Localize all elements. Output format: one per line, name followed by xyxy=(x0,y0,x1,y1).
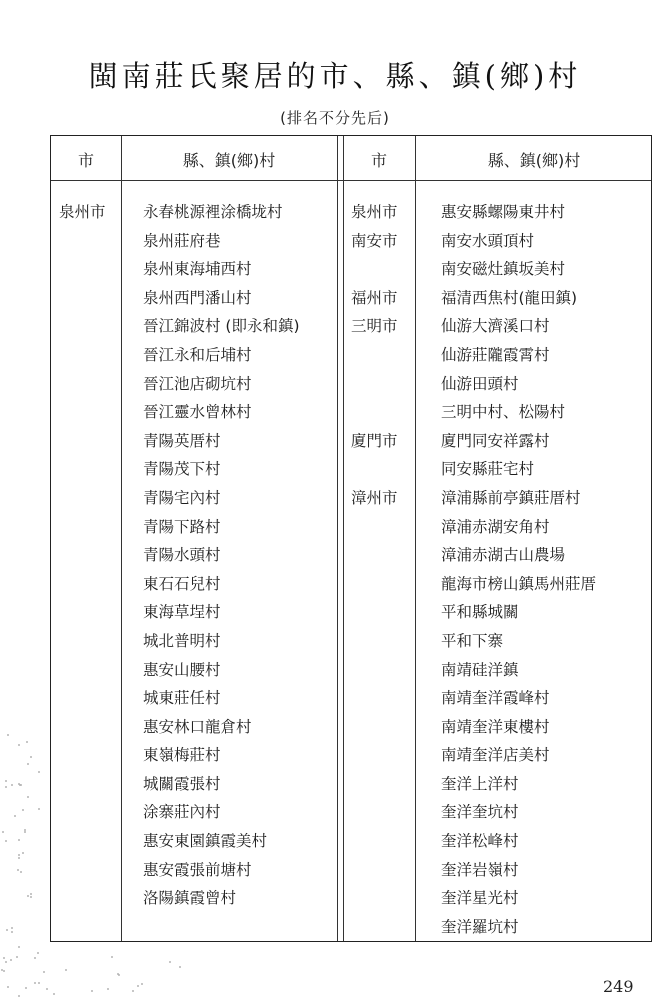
speckle xyxy=(132,990,134,992)
speckle xyxy=(43,971,45,973)
speckle xyxy=(18,995,20,997)
place-item: 泉州東海埔西村 xyxy=(143,260,252,279)
place-item: 晉江永和后埔村 xyxy=(143,345,252,364)
place-item: 涂寨莊內村 xyxy=(143,803,221,822)
place-item: 奎洋羅坑村 xyxy=(441,917,519,936)
speckle xyxy=(11,927,13,929)
place-item: 仙游大濟溪口村 xyxy=(441,317,550,336)
place-item: 漳浦赤湖古山農場 xyxy=(441,546,566,565)
speckle xyxy=(46,988,48,990)
place-item: 東石石兒村 xyxy=(143,574,221,593)
place-item: 廈門同安祥露村 xyxy=(441,431,550,450)
place-item: 惠安東園鎮霞美村 xyxy=(143,832,268,851)
speckle xyxy=(65,969,67,971)
speckle xyxy=(3,957,5,959)
place-item: 南安水頭頂村 xyxy=(441,231,535,250)
place-item: 仙游莊隴霞霄村 xyxy=(441,345,550,364)
speckle xyxy=(141,983,143,985)
speckle xyxy=(38,808,40,810)
speckle xyxy=(107,988,109,990)
place-item: 南安磁灶鎮坂美村 xyxy=(441,260,566,279)
place-item: 惠安霞張前塘村 xyxy=(143,860,252,879)
column-divider xyxy=(415,136,416,941)
header-city-right: 市 xyxy=(370,151,387,170)
speckle xyxy=(137,985,139,987)
place-item: 漳浦赤湖安角村 xyxy=(441,517,550,536)
header-place-left: 縣、鎮(鄉)村 xyxy=(182,151,276,170)
speckle xyxy=(5,840,7,842)
speckle xyxy=(30,756,32,758)
left-place-list xyxy=(143,198,300,913)
place-item: 惠安林口龍倉村 xyxy=(143,717,252,736)
place-item: 奎洋奎坑村 xyxy=(441,803,519,822)
speckle xyxy=(22,852,24,854)
right-city-label: 福州市 xyxy=(351,288,398,307)
speckle xyxy=(24,831,26,833)
place-item: 永春桃源裡涂橋垅村 xyxy=(143,203,283,221)
speckle xyxy=(26,741,28,743)
speckle xyxy=(169,961,171,963)
speckle xyxy=(27,895,29,897)
speckle xyxy=(5,961,7,963)
speckle xyxy=(3,970,5,972)
speckle xyxy=(10,959,12,961)
place-item: 城關霞張村 xyxy=(143,774,221,793)
place-item: 晉江錦波村 (即永和鎮) xyxy=(143,317,300,336)
place-item: 同安縣莊宅村 xyxy=(441,460,535,479)
place-item: 青陽下路村 xyxy=(143,517,221,536)
header-divider xyxy=(51,180,651,181)
place-item: 南靖硅洋鎮 xyxy=(441,660,519,679)
place-item: 南靖奎洋霞峰村 xyxy=(441,689,550,708)
left-city-label: 泉州市 xyxy=(59,203,106,221)
place-item: 奎洋星光村 xyxy=(441,889,519,908)
speckle xyxy=(30,893,32,895)
speckle xyxy=(38,982,40,984)
place-item: 平和縣城關 xyxy=(441,603,519,622)
place-item: 南靖奎洋店美村 xyxy=(441,746,550,765)
speckle xyxy=(18,839,20,841)
speckle xyxy=(5,786,7,788)
speckle xyxy=(18,744,20,746)
speckle xyxy=(22,809,24,811)
speckle xyxy=(18,854,20,856)
speckle xyxy=(111,956,113,958)
place-item: 奎洋岩嶺村 xyxy=(441,860,519,879)
place-item: 奎洋上洋村 xyxy=(441,774,519,793)
speckle xyxy=(91,990,93,992)
speckle xyxy=(14,815,16,817)
speckle xyxy=(6,929,8,931)
place-item: 城東莊任村 xyxy=(143,689,221,708)
place-item: 平和下寨 xyxy=(441,631,504,650)
place-item: 龍海市榜山鎮馬州莊厝 xyxy=(441,574,597,593)
speckle xyxy=(17,869,19,871)
speckle xyxy=(27,763,29,765)
speckle xyxy=(19,784,21,786)
place-item: 青陽英厝村 xyxy=(143,431,221,450)
speckle xyxy=(34,982,36,984)
place-item: 東海草埕村 xyxy=(143,603,221,622)
speckle xyxy=(7,734,9,736)
place-item: 惠安山腰村 xyxy=(143,660,221,679)
speckle xyxy=(30,896,32,898)
place-item: 東嶺梅莊村 xyxy=(143,746,221,765)
place-item: 晉江池店砌坑村 xyxy=(143,374,252,393)
place-item: 惠安縣螺陽東井村 xyxy=(441,203,566,221)
speckle xyxy=(24,829,26,831)
place-item: 晉江靈水曾林村 xyxy=(143,403,252,422)
place-item: 福清西焦村(龍田鎮) xyxy=(441,288,578,307)
speckle xyxy=(38,771,40,773)
place-item: 青陽水頭村 xyxy=(143,546,221,565)
right-city-label: 廈門市 xyxy=(351,431,398,450)
speckle xyxy=(7,986,9,988)
place-item: 漳浦縣前亭鎮莊厝村 xyxy=(441,488,581,507)
settlement-table xyxy=(50,135,652,942)
header-place-right: 縣、鎮(鄉)村 xyxy=(487,151,581,170)
right-city-label: 泉州市 xyxy=(351,203,398,221)
right-place-list xyxy=(441,198,596,941)
place-item: 奎洋松峰村 xyxy=(441,832,519,851)
column-divider xyxy=(337,136,338,941)
right-city-label: 南安市 xyxy=(351,231,398,250)
speckle xyxy=(5,780,7,782)
speckle xyxy=(118,974,120,976)
place-item: 青陽茂下村 xyxy=(143,460,221,479)
speckle xyxy=(11,784,13,786)
place-item: 南靖奎洋東樓村 xyxy=(441,717,550,736)
speckle xyxy=(20,871,22,873)
place-item: 泉州莊府巷 xyxy=(143,231,221,250)
column-divider xyxy=(121,136,122,941)
place-item: 三明中村、松陽村 xyxy=(441,403,566,422)
speckle xyxy=(11,931,13,933)
right-city-label: 三明市 xyxy=(351,317,398,336)
speckle xyxy=(179,966,181,968)
column-divider xyxy=(343,136,344,941)
subtitle: (排名不分先后) xyxy=(280,109,390,127)
speckle xyxy=(34,957,36,959)
place-item: 泉州西門潘山村 xyxy=(143,288,252,307)
page-title: 閩南莊氏聚居的市、縣、鎮(鄉)村 xyxy=(88,59,582,93)
speckle xyxy=(18,946,20,948)
header-city-left: 市 xyxy=(77,151,94,170)
speckle xyxy=(27,796,29,798)
right-city-label: 漳州市 xyxy=(351,489,398,507)
place-item: 洛陽鎮霞曾村 xyxy=(143,889,237,908)
place-item: 青陽宅內村 xyxy=(143,488,221,507)
page-number: 249 xyxy=(603,977,634,996)
speckle xyxy=(25,987,27,989)
place-item: 仙游田頭村 xyxy=(441,374,519,393)
place-item: 城北普明村 xyxy=(143,631,221,650)
speckle xyxy=(37,952,39,954)
speckle xyxy=(18,857,20,859)
speckle xyxy=(2,831,4,833)
speckle xyxy=(53,993,55,995)
speckle xyxy=(16,956,18,958)
